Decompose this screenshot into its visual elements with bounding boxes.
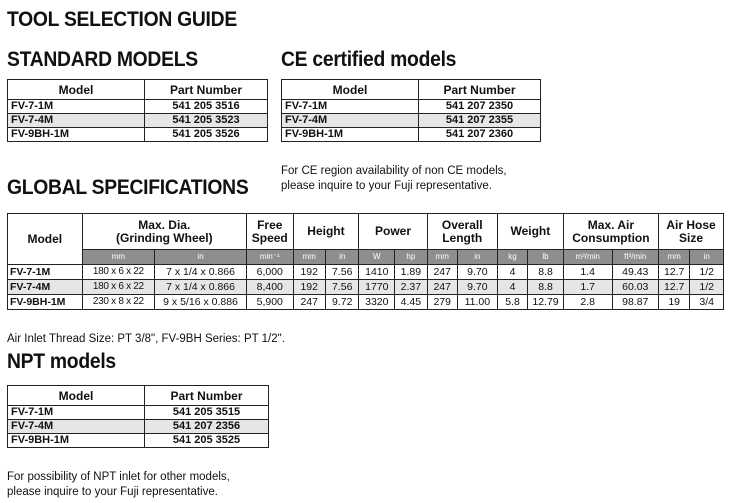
unit-cell: kg [497, 250, 527, 265]
spec-cell: 9.72 [325, 295, 359, 310]
spec-cell: 6,000 [247, 265, 294, 280]
model-cell: FV-9BH-1M [8, 434, 145, 448]
part-number-cell: 541 205 3525 [145, 434, 269, 448]
part-number-cell: 541 205 3516 [145, 100, 268, 114]
spec-cell: 192 [293, 280, 325, 295]
spec-cell: 192 [293, 265, 325, 280]
unit-cell: in [155, 250, 247, 265]
part-number-cell: 541 207 2356 [145, 420, 269, 434]
column-header-part-number: Part Number [145, 80, 268, 100]
spec-cell: 5,900 [247, 295, 294, 310]
spec-cell: 4.45 [395, 295, 427, 310]
unit-cell: hp [395, 250, 427, 265]
npt-note-line-2: please inquire to your Fuji representative. [7, 486, 218, 498]
spec-cell: 98.87 [612, 295, 659, 310]
overall-length-label-2: Length [442, 230, 483, 245]
column-header-model: Model [282, 80, 419, 100]
spec-cell: 11.00 [457, 295, 497, 310]
spec-cell: 7 x 1/4 x 0.866 [155, 265, 247, 280]
npt-models-title: NPT models [7, 350, 116, 373]
units-row [8, 250, 724, 265]
table-row [8, 265, 724, 280]
air-hose-label-2: Size [678, 230, 703, 245]
max-dia-label-1: Max. Dia. [138, 217, 191, 232]
spec-cell: 12.79 [528, 295, 564, 310]
ce-note-line-2: please inquire to your Fuji representative. [281, 180, 492, 192]
spec-cell: 247 [293, 295, 325, 310]
spec-cell: 1770 [359, 280, 395, 295]
column-header-part-number: Part Number [145, 386, 269, 406]
npt-note-line-1: For possibility of NPT inlet for other models, [7, 471, 230, 483]
unit-cell: lb [528, 250, 564, 265]
spec-cell: 8,400 [247, 280, 294, 295]
part-number-cell: 541 205 3523 [145, 114, 268, 128]
spec-cell: 12.7 [659, 265, 690, 280]
model-cell: FV-7-4M [8, 114, 145, 128]
spec-cell: 19 [659, 295, 690, 310]
spec-cell: 247 [427, 265, 457, 280]
ce-models-table [281, 79, 541, 142]
table-row [8, 295, 724, 310]
unit-cell: mm [82, 250, 154, 265]
air-hose-label-1: Air Hose [666, 217, 716, 232]
spec-cell: 247 [427, 280, 457, 295]
model-cell: FV-7-1M [8, 406, 145, 420]
unit-cell: in [457, 250, 497, 265]
max-dia-label-2: (Grinding Wheel) [115, 230, 213, 245]
unit-cell: in [325, 250, 359, 265]
global-specs-table [7, 213, 724, 310]
part-number-cell: 541 205 3515 [145, 406, 269, 420]
spec-cell: 4 [497, 265, 527, 280]
part-number-cell: 541 207 2355 [419, 114, 541, 128]
table-row [282, 114, 541, 128]
ce-note-line-1: For CE region availability of non CE models, [281, 165, 507, 177]
column-header-weight: Weight [497, 214, 563, 250]
table-row [282, 128, 541, 142]
part-number-cell: 541 205 3526 [145, 128, 268, 142]
unit-cell: ft³/min [612, 250, 659, 265]
unit-cell: min⁻¹ [247, 250, 294, 265]
spec-cell: 4 [497, 280, 527, 295]
air-inlet-note: Air Inlet Thread Size: PT 3/8", FV-9BH Series: PT 1/2". [7, 333, 285, 345]
model-cell: FV-9BH-1M [8, 295, 83, 310]
table-row [282, 100, 541, 114]
spec-cell: 3320 [359, 295, 395, 310]
spec-cell: 2.8 [563, 295, 612, 310]
column-header-height: Height [293, 214, 359, 250]
table-row [8, 100, 268, 114]
model-cell: FV-7-4M [8, 280, 83, 295]
column-header-model: Model [8, 80, 145, 100]
spec-cell: 1.89 [395, 265, 427, 280]
spec-cell: 7 x 1/4 x 0.866 [155, 280, 247, 295]
unit-cell: m³/min [563, 250, 612, 265]
table-row [8, 420, 269, 434]
air-consumption-label-1: Max. Air [587, 217, 635, 232]
model-cell: FV-7-4M [282, 114, 419, 128]
spec-cell: 8.8 [528, 265, 564, 280]
model-cell: FV-7-4M [8, 420, 145, 434]
model-cell: FV-7-1M [8, 100, 145, 114]
guide-title: TOOL SELECTION GUIDE [7, 8, 237, 31]
table-row [8, 280, 724, 295]
spec-cell: 5.8 [497, 295, 527, 310]
npt-models-table [7, 385, 269, 448]
column-header-model: Model [8, 214, 83, 265]
model-cell: FV-7-1M [8, 265, 83, 280]
table-row [8, 128, 268, 142]
column-header-overall-length [427, 214, 497, 250]
column-header-power: Power [359, 214, 427, 250]
spec-cell: 1.4 [563, 265, 612, 280]
column-header-free-speed [247, 214, 294, 250]
unit-cell: mm [293, 250, 325, 265]
free-speed-label-2: Speed [251, 230, 288, 245]
global-specs-title: GLOBAL SPECIFICATIONS [7, 176, 249, 199]
spec-cell: 1/2 [690, 265, 724, 280]
spec-cell: 7.56 [325, 265, 359, 280]
spec-cell: 279 [427, 295, 457, 310]
standard-models-table [7, 79, 268, 142]
spec-cell: 9 x 5/16 x 0.886 [155, 295, 247, 310]
table-row [8, 406, 269, 420]
table-row [8, 434, 269, 448]
spec-cell: 2.37 [395, 280, 427, 295]
spec-cell: 3/4 [690, 295, 724, 310]
spec-cell: 230 x 8 x 22 [82, 295, 154, 310]
spec-cell: 1/2 [690, 280, 724, 295]
model-cell: FV-9BH-1M [8, 128, 145, 142]
overall-length-label-1: Overall [441, 217, 483, 232]
spec-cell: 12.7 [659, 280, 690, 295]
part-number-cell: 541 207 2350 [419, 100, 541, 114]
ce-models-title: CE certified models [281, 48, 457, 71]
column-header-air-hose-size [659, 214, 724, 250]
spec-cell: 60.03 [612, 280, 659, 295]
spec-cell: 180 x 6 x 22 [82, 280, 154, 295]
unit-cell: W [359, 250, 395, 265]
spec-cell: 7.56 [325, 280, 359, 295]
unit-cell: mm [427, 250, 457, 265]
table-row [8, 114, 268, 128]
unit-cell: mm [659, 250, 690, 265]
column-header-model: Model [8, 386, 145, 406]
free-speed-label-1: Free [257, 217, 283, 232]
column-header-part-number: Part Number [419, 80, 541, 100]
model-cell: FV-9BH-1M [282, 128, 419, 142]
column-header-air-consumption [563, 214, 658, 250]
spec-cell: 9.70 [457, 280, 497, 295]
spec-cell: 180 x 6 x 22 [82, 265, 154, 280]
spec-cell: 1410 [359, 265, 395, 280]
spec-cell: 9.70 [457, 265, 497, 280]
spec-cell: 1.7 [563, 280, 612, 295]
unit-cell: in [690, 250, 724, 265]
column-header-max-dia [82, 214, 246, 250]
spec-cell: 8.8 [528, 280, 564, 295]
air-consumption-label-2: Consumption [572, 230, 650, 245]
model-cell: FV-7-1M [282, 100, 419, 114]
spec-cell: 49.43 [612, 265, 659, 280]
standard-models-title: STANDARD MODELS [7, 48, 198, 71]
part-number-cell: 541 207 2360 [419, 128, 541, 142]
